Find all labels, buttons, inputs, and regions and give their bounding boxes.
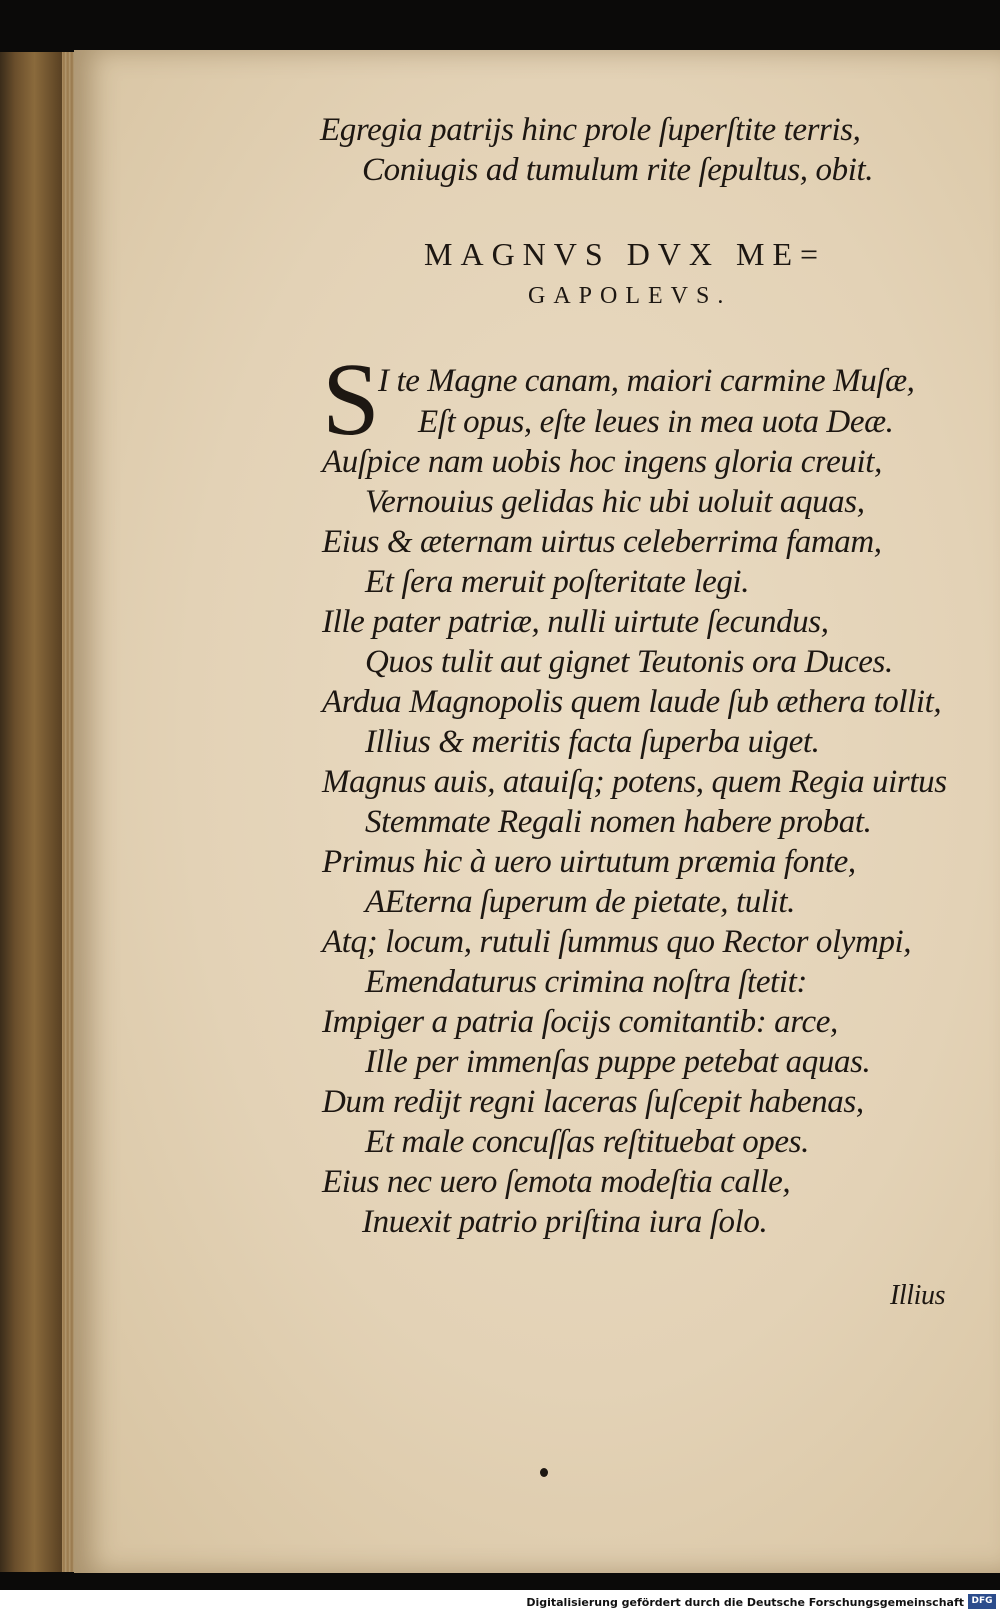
dfg-logo: DFG <box>968 1594 996 1609</box>
poem-line-2: Auſpice nam uobis hoc ingens gloria creuit, <box>322 444 882 480</box>
catchword: Illius <box>890 1280 946 1311</box>
poem-line-1: Eſt opus, eſte leues in mea uota Deæ. <box>418 404 894 440</box>
poem-line-8: Ardua Magnopolis quem laude ſub æthera tollit, <box>322 684 942 720</box>
poem-line-14: Atq; locum, rutuli ſummus quo Rector olympi, <box>322 924 912 960</box>
poem-line-15: Emendaturus crimina noſtra ſtetit: <box>365 964 807 1000</box>
poem-line-6: Ille pater patriæ, nulli uirtute ſecundus, <box>322 604 829 640</box>
drop-cap: S <box>322 342 380 457</box>
poem-line-5: Et ſera meruit poſteritate legi. <box>365 564 750 600</box>
top-line-1: Egregia patrijs hinc prole ſuperſtite terris, <box>320 112 861 148</box>
ink-dot <box>540 1468 548 1477</box>
footer-funding-text: Digitalisierung gefördert durch die Deutsche Forschungsgemeinschaft <box>526 1596 964 1609</box>
poem-first-line: I te Magne canam, maiori carmine Muſæ, <box>378 363 915 399</box>
poem-line-17: Ille per immenſas puppe petebat aquas. <box>365 1044 871 1080</box>
poem-line-16: Impiger a patria ſocijs comitantib: arce, <box>322 1004 838 1040</box>
poem-line-20: Eius nec uero ſemota modeſtia calle, <box>322 1164 791 1200</box>
section-heading-line-1: MAGNVS DVX ME= <box>424 236 827 272</box>
top-line-2: Coniugis ad tumulum rite ſepultus, obit. <box>362 152 874 188</box>
poem-line-10: Magnus auis, atauiſq; potens, quem Regia uirtus <box>322 764 947 800</box>
section-heading-line-2: GAPOLEVS. <box>528 283 732 309</box>
poem-line-11: Stemmate Regali nomen habere probat. <box>365 804 872 840</box>
poem-line-7: Quos tulit aut gignet Teutonis ora Duces. <box>365 644 893 680</box>
poem-line-13: AEterna ſuperum de pietate, tulit. <box>365 884 795 920</box>
poem-line-9: Illius & meritis facta ſuperba uiget. <box>365 724 820 760</box>
poem-line-18: Dum redijt regni laceras ſuſcepit habenas, <box>322 1084 864 1120</box>
poem-line-4: Eius & æternam uirtus celeberrima famam, <box>322 524 882 560</box>
poem-line-21: Inuexit patrio priſtina iura ſolo. <box>362 1204 768 1240</box>
poem-line-12: Primus hic à uero uirtutum præmia fonte, <box>322 844 856 880</box>
poem-line-19: Et male concuſſas reſtituebat opes. <box>365 1124 809 1160</box>
poem-line-3: Vernouius gelidas hic ubi uoluit aquas, <box>365 484 865 520</box>
